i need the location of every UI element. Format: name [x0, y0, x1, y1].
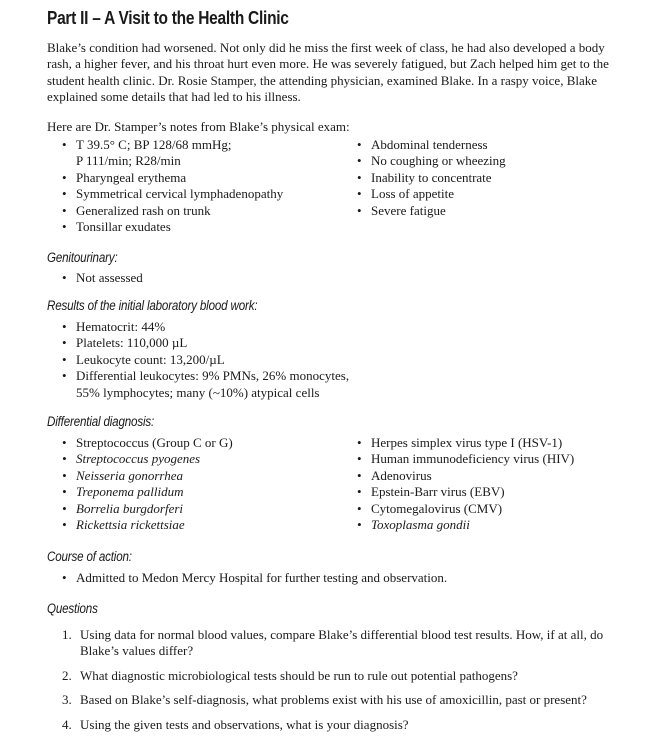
list-item: • Not assessed	[62, 270, 143, 286]
question-text: Using the given tests and observations, what is your diagnosis?	[80, 716, 409, 732]
list-item: • Severe fatigue	[357, 203, 506, 219]
question-number: 3.	[62, 692, 72, 708]
list-item-text: • Differential leukocytes: 9% PMNs, 26% monocytes,	[76, 368, 350, 384]
question-text: What diagnostic microbiological tests should be run to rule out potential pathogens?	[80, 667, 518, 683]
exam-left-list	[62, 137, 283, 235]
list-item: • Loss of appetite	[357, 186, 506, 202]
intro-paragraph: Blake’s condition had worsened. Not only did he miss the first week of class, he had also developed a body rash, a higher fever, and his throat hurt even more. He was severely fatigued, but Zach helped him get to the student health clinic. Dr. Rosie Stamper, the attending physician, examined Blake. In a raspy voice, Blake explained some details that had led to his illness.	[47, 40, 609, 105]
list-item: • No coughing or wheezing	[357, 153, 506, 169]
list-item: • Borrelia burgdorferi	[62, 501, 233, 517]
list-item: • Streptococcus pyogenes	[62, 451, 233, 467]
list-item-text: Symmetrical cervical lymphadenopathy	[76, 186, 284, 202]
exam-right-list	[357, 137, 506, 219]
differential-right-list	[357, 435, 574, 533]
list-item: • Rickettsia rickettsiae	[62, 517, 233, 533]
question-text: Using data for normal blood values, compare Blake’s differential blood test results. How, if at all, do Blake’s values differ?	[80, 627, 604, 659]
page-title: Part II – A Visit to the Health Clinic	[47, 8, 289, 28]
list-item-text: Platelets: 110,000 µL	[76, 335, 188, 351]
list-item-text: Pharyngeal erythema	[76, 169, 187, 185]
list-item	[62, 352, 349, 368]
question-number: 4.	[62, 716, 72, 732]
list-item	[62, 170, 283, 186]
list-item-text: Leukocyte count: 13,200/µL	[76, 351, 225, 367]
genitourinary-heading: Genitourinary:	[47, 250, 118, 265]
list-item-text-cont: 55% lymphocytes; many (~10%) atypical cells	[76, 384, 320, 400]
questions-heading: Questions	[47, 601, 98, 616]
list-item: • Toxoplasma gondii	[357, 517, 574, 533]
list-item	[62, 319, 349, 335]
question-item	[62, 627, 622, 660]
list-item	[62, 368, 349, 401]
list-item: • Admitted to Medon Mercy Hospital for further testing and observation.	[62, 570, 447, 586]
list-item	[62, 203, 283, 219]
list-item: • Adenovirus	[357, 468, 574, 484]
list-item: • Cytomegalovirus (CMV)	[357, 501, 574, 517]
list-item-text: Generalized rash on trunk	[76, 202, 211, 218]
course-heading: Course of action:	[47, 549, 132, 564]
questions-list	[62, 627, 622, 741]
question-item	[62, 692, 622, 708]
list-item: • Inability to concentrate	[357, 170, 506, 186]
list-item	[62, 137, 283, 170]
list-item-text: Tonsillar exudates	[76, 219, 171, 235]
list-item: • Treponema pallidum	[62, 484, 233, 500]
genitourinary-list	[62, 270, 143, 286]
course-list	[62, 570, 447, 586]
list-item	[62, 186, 283, 202]
lab-results-list	[62, 319, 349, 401]
list-item: • Abdominal tenderness	[357, 137, 506, 153]
question-item	[62, 717, 622, 733]
differential-left-list	[62, 435, 233, 533]
exam-vitals-line2: P 111/min; R28/min	[76, 153, 181, 169]
list-item: • Streptococcus (Group C or G)	[62, 435, 233, 451]
list-item: • Epstein-Barr virus (EBV)	[357, 484, 574, 500]
list-item	[62, 335, 349, 351]
list-item: • Human immunodeficiency virus (HIV)	[357, 451, 574, 467]
differential-heading: Differential diagnosis:	[47, 414, 155, 429]
lab-results-heading: Results of the initial laboratory blood work:	[47, 298, 258, 313]
question-item	[62, 668, 622, 684]
list-item: • Herpes simplex virus type I (HSV-1)	[357, 435, 574, 451]
list-item-text: Hematocrit: 44%	[76, 319, 166, 334]
exam-notes-lead: Here are Dr. Stamper’s notes from Blake’s physical exam:	[47, 119, 350, 134]
exam-vitals-line1: • T 39.5° C; BP 128/68 mmHg;	[76, 137, 232, 152]
list-item	[62, 219, 283, 235]
question-number: 1.	[62, 627, 72, 642]
question-number: 2.	[62, 667, 72, 683]
question-text: Based on Blake’s self-diagnosis, what problems exist with his use of amoxicillin, past or present?	[80, 692, 587, 708]
list-item: • Neisseria gonorrhea	[62, 468, 233, 484]
